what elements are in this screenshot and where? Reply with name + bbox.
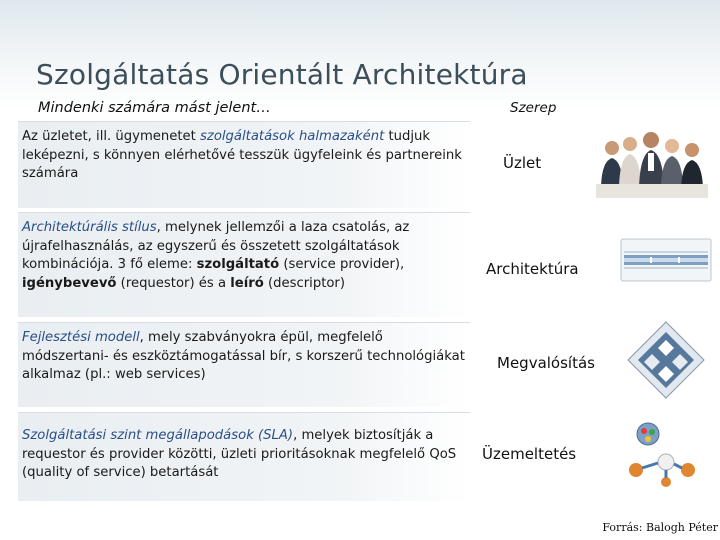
body-text: (requestor) és a: [116, 275, 231, 291]
role-header: Szerep: [510, 100, 557, 116]
subtitle: Mindenki számára mást jelent…: [38, 100, 271, 116]
row-text: [22, 219, 468, 293]
role-label-architecture: Architektúra: [486, 260, 579, 278]
business-people-photo: [596, 126, 708, 198]
row-architecture: [18, 212, 470, 317]
row-text: [22, 427, 468, 483]
keyword-text: Szolgáltatási szint megállapodások (SLA): [22, 428, 294, 443]
body-text: , mely szabványokra épül, megfelelő módszertani- és eszköztámogatással bír, s korszerű technológiákat alkalmaz (pl.: web services): [22, 330, 465, 382]
bold-term: leíró: [230, 275, 264, 291]
bold-term: szolgáltató: [196, 257, 280, 272]
body-text: (descriptor): [263, 275, 346, 291]
body-text: , melynek jellemzői a laza csatolás, az újrafelhasználás, az egyszerű és összetett szolgáltatások kombinációja. 3 fő eleme:: [22, 220, 410, 272]
operations-network-icon: [628, 418, 696, 488]
architecture-bus-icon: [620, 238, 712, 282]
body-text: Az üzletet, ill. ügymenetet: [22, 129, 201, 144]
bold-term: igénybevevő: [22, 275, 117, 291]
source-credit: Forrás: Balogh Péter: [602, 521, 718, 534]
keyword-text: Architektúrális stílus: [22, 220, 157, 235]
body-text: (service provider),: [279, 257, 405, 272]
role-label-business: Üzlet: [503, 154, 542, 172]
row-operations: [18, 412, 470, 501]
diamond-diagram-icon: [626, 320, 706, 400]
role-label-implementation: Megvalósítás: [497, 354, 595, 372]
row-implementation: [18, 322, 470, 407]
page-title: Szolgáltatás Orientált Architektúra: [36, 58, 528, 91]
row-text: [22, 329, 468, 385]
body-text: tudjuk leképezni, s könnyen elérhetővé tesszük ügyfeleink és partnereink számára: [22, 129, 462, 181]
row-business: [18, 121, 470, 208]
keyword-text: Fejlesztési modell: [22, 330, 140, 345]
body-text: , melyek biztosítják a requestor és provider közötti, üzleti prioritásoknak megfelelő QoS (quality of service) betartását: [22, 428, 457, 480]
role-label-operations: Üzemeltetés: [482, 445, 577, 463]
row-text: [22, 128, 468, 184]
keyword-text: szolgáltatások halmazaként: [200, 129, 385, 144]
